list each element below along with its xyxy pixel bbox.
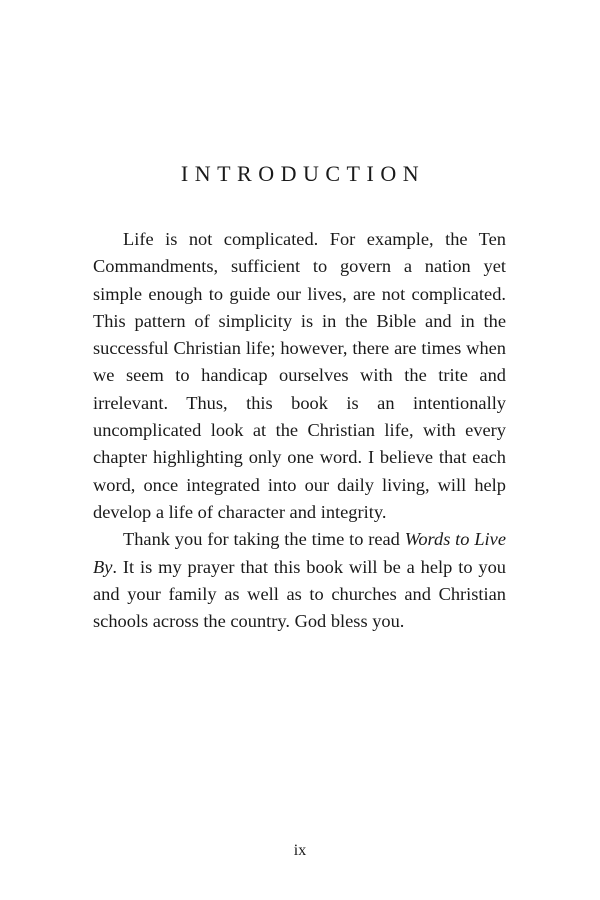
- chapter-title: INTRODUCTION: [180, 161, 426, 186]
- book-title-italic: Words to Live By: [93, 529, 506, 577]
- paragraph-2-lead: Thank you for taking the time to read: [123, 529, 405, 550]
- paragraph-1: Life is not complicated. For example, the Ten Commandments, sufficient to govern a nation yet simple enough to guide our lives, are not complicated. This pattern of simplicity is in the Bible and in the successful Christian life; however, there are times when we seem to handicap ourselves with the trite and irrelevant. Thus, this book is an intentionally uncomplicated look at the Christian life, with every chapter highlighting only one word. I believe that each word, once integrated into our daily living, will help develop a life of character and integrity.: [93, 229, 506, 522]
- paragraph-2: [93, 526, 506, 635]
- paragraph-2-rest: . It is my prayer that this book will be a help to you and your family as well as to churches and Christian schools across the country. God bless you.: [93, 556, 506, 632]
- page-number: ix: [293, 842, 307, 859]
- body-text: [93, 226, 506, 635]
